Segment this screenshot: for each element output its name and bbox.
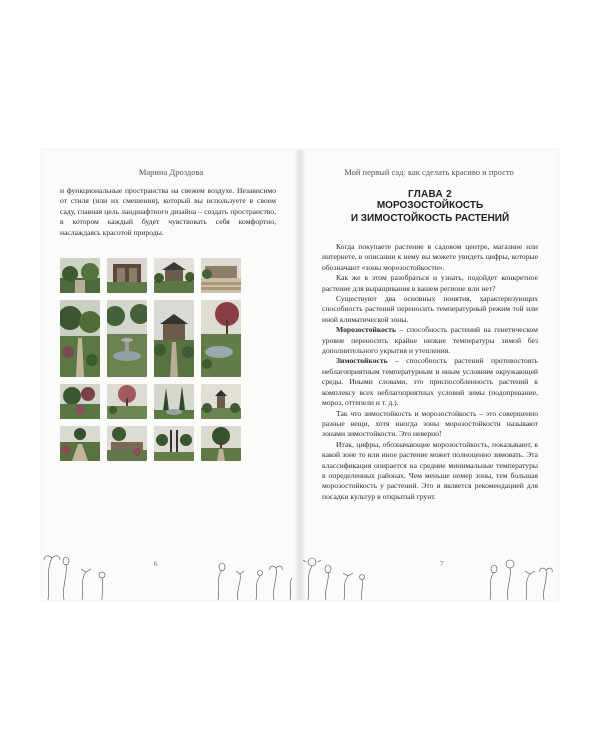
floral-border-right: [300, 540, 558, 600]
left-running-head: Марина Дроздова: [138, 167, 204, 177]
right-page: [300, 150, 558, 600]
left-paragraph: и функциональные пространства на свежем воздухе. Независимо от стиля (или их смешения), который вы используете в своем саду, главная цель ландшафтного дизайна – создать пространство, в котором каждый будет чувствовать себя комфортно, наслаждаясь красотой природы.: [60, 186, 276, 237]
chapter-title-line-1: МОРОЗОСТОЙКОСТЬ: [376, 200, 484, 211]
paragraph-2: Как же в этом разобраться и узнать, подойдет конкретное растение для выращивания в вашем регионе или нет?: [322, 273, 538, 293]
term-frost-resistance: Морозостойкость: [336, 325, 397, 335]
garden-photo-3: [154, 258, 194, 293]
garden-photo-9: [60, 384, 100, 419]
garden-photo-1: [60, 258, 100, 293]
garden-photo-16: [201, 426, 241, 461]
paragraph-5: [322, 356, 538, 408]
garden-photo-10: [107, 384, 147, 419]
right-running-head: Мой первый сад: как сделать красиво и просто: [344, 167, 514, 177]
chapter-number: ГЛАВА 2: [407, 189, 453, 200]
garden-photo-7: [154, 300, 194, 377]
right-body-text: [322, 242, 538, 502]
garden-photo-12: [201, 384, 241, 419]
garden-photo-2: [107, 258, 147, 293]
garden-photo-gallery: [60, 258, 242, 461]
book-spread: [42, 150, 558, 600]
definition-winter-hardiness: – способность растений противостоять неблагоприятным температурным и иным условиям окружающей среды. Иными словами, это приспособленность растений к комплексу всех неблагоприятных условий зимы (подопревание, мороз, оттепели и т. д.).: [322, 356, 538, 408]
left-page-number: 6: [154, 560, 158, 568]
garden-photo-8: [201, 300, 241, 377]
left-page: [42, 150, 300, 600]
garden-photo-5: [60, 300, 100, 377]
garden-photo-15: [154, 426, 194, 461]
chapter-heading: [320, 189, 540, 225]
paragraph-3: Существуют два основных понятия, характеризующих способность растений переносить температурный режим той или иной климатической зоны.: [322, 294, 538, 324]
garden-photo-4: [201, 258, 241, 293]
definition-frost-resistance: – способность растений на генетическом уровне переносить крайне низкие температуры зимой без дополнительного укрытия и утепления.: [322, 325, 538, 356]
garden-photo-11: [154, 384, 194, 419]
floral-border-left: [42, 540, 300, 600]
paragraph-1: Когда покупаете растение в садовом центре, магазине или интернете, в описании к нему вы можете увидеть цифры, которые обозначают «зоны морозостойкости».: [322, 242, 538, 272]
garden-photo-6: [107, 300, 147, 377]
paragraph-7: Итак, цифры, обозначающие морозостойкость, показывают, в какой зоне то или иное растение может полноценно зимовать. Эта классификация опирается на средние минимальные температуры в определенных районах. Чем меньше номер зоны, тем большая морозостойкость у растений. Это и является рекомендацией для посадки культур в открытый грунт.: [322, 439, 538, 501]
right-page-number: 7: [440, 560, 444, 568]
garden-photo-14: [107, 426, 147, 461]
term-winter-hardiness: Зимостойкость: [336, 356, 388, 366]
paragraph-6: Так что зимостойкость и морозостойкость – это совершенно разные вещи, хотя иногда зоны морозостойкости называют зонами зимостойкости. Это неверно!: [322, 408, 538, 439]
garden-photo-13: [60, 426, 100, 461]
left-body-text: [60, 186, 276, 238]
chapter-title-line-2: И ЗИМОСТОЙКОСТЬ РАСТЕНИЙ: [350, 212, 510, 224]
paragraph-4: [322, 325, 538, 356]
